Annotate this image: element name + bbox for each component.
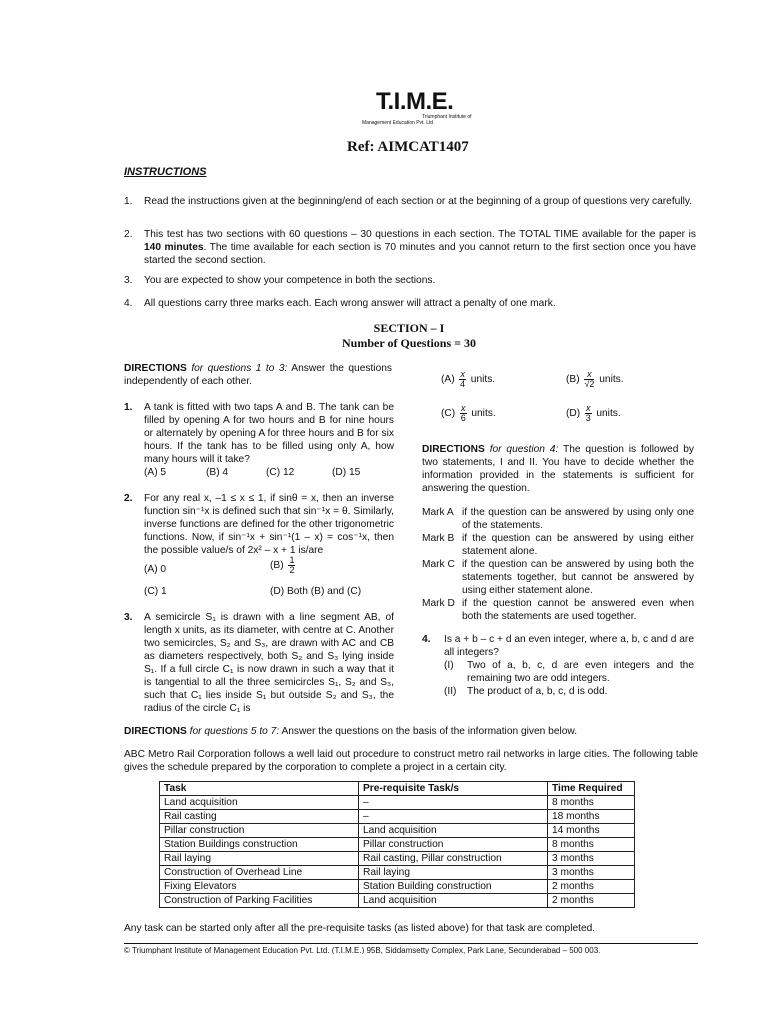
table-header-row <box>160 782 635 796</box>
logo <box>362 88 476 126</box>
table-row <box>160 810 635 824</box>
logo-text: T.I.M.E. <box>376 88 454 115</box>
question-text: A semicircle S₁ is drawn with a line segment AB, of length x units, as its diameter, with centre at C. Another two semicircles, S₂ and S₃, are drawn with AC and CB as diameters respectively, both S₂ and S₃ lying inside S₁. If a full circle C₁ is now drawn in such a way that it is tangential to all the three semicircles S₁, S₂ and S₃, such that C₁ lies inside S₁ but outside S₂ and S₃, the radius of the circle C₁ is <box>144 612 394 714</box>
fraction: $\frac{x}{3}$ <box>585 403 591 423</box>
instruction-3 <box>124 274 696 287</box>
table-cell: Construction of Parking Facilities <box>160 894 359 908</box>
table-cell: 8 months <box>548 838 635 852</box>
mark-a <box>422 506 694 532</box>
question-num: 2. <box>124 493 133 504</box>
option-a: (A) 5 <box>144 467 167 478</box>
table-cell: Land acquisition <box>160 796 359 810</box>
ref-title: Ref: AIMCAT1407 <box>347 139 469 155</box>
mark-text: if the question can be answered by using only one of the statements. <box>462 507 694 531</box>
logo-sub-2: Management Education Pvt. Ltd <box>362 120 434 126</box>
directions-5-7: DIRECTIONS for questions 5 to 7: Answer the questions on the basis of the information given below. <box>124 726 578 737</box>
q3-option-c: (C) $\frac{x}{6}$ units. <box>441 403 496 423</box>
mark-label: Mark A <box>422 507 454 518</box>
statement-text: The product of a, b, c, d is odd. <box>467 686 608 697</box>
instruction-num: 3. <box>124 275 133 286</box>
table-cell: 8 months <box>548 796 635 810</box>
directions-1-3: DIRECTIONS for questions 1 to 3: Answer the questions independently of each other. <box>124 363 392 387</box>
table-cell: – <box>359 810 548 824</box>
statement-label: (I) <box>444 660 454 671</box>
table-cell: 2 months <box>548 894 635 908</box>
fraction: $\frac{1}{2}$ <box>289 555 295 575</box>
instruction-num: 1. <box>124 196 133 207</box>
mark-text: if the question can be answered by using either statement alone. <box>462 533 694 557</box>
table-row <box>160 838 635 852</box>
table-cell: – <box>359 796 548 810</box>
table-cell: Pillar construction <box>359 838 548 852</box>
fraction: $\frac{x}{√2}$ <box>584 369 595 389</box>
instruction-2 <box>124 228 696 267</box>
schedule-table <box>159 781 635 908</box>
table-note: Any task can be started only after all the pre-requisite tasks (as listed above) for that task are completed. <box>124 923 596 934</box>
fraction: $\frac{x}{4}$ <box>460 369 466 389</box>
table-header: Time Required <box>548 782 635 796</box>
directions-4: DIRECTIONS for question 4: The question is followed by two statements, I and II. You have to decide whether the information provided in the statements is sufficient for answering the question. <box>422 444 694 494</box>
instruction-1 <box>124 195 696 208</box>
question-text: For any real x, –1 ≤ x ≤ 1, if sinθ = x, then an inverse function sin⁻¹x is defined such that sin⁻¹x = θ. Similarly, inverse functions are defined for the other trigonometric functions. Now, if sin⁻¹x + sin⁻¹(1 – x) = cos⁻¹x, then the possible value/s of 2x² – x + 1 is/are <box>144 493 394 556</box>
question-num: 1. <box>124 402 133 413</box>
q4-statement-2 <box>444 685 694 698</box>
table-cell: 14 months <box>548 824 635 838</box>
table-cell: Fixing Elevators <box>160 880 359 894</box>
fraction: $\frac{x}{6}$ <box>460 403 466 423</box>
option-b: (B) 4 <box>206 467 229 478</box>
table-cell: 2 months <box>548 880 635 894</box>
instruction-num: 4. <box>124 298 133 309</box>
q3-option-a: (A) $\frac{x}{4}$ units. <box>441 369 496 389</box>
instruction-text: You are expected to show your competence in both the sections. <box>144 275 436 286</box>
q2-option-c: (C) 1 <box>144 586 167 597</box>
table-cell: Station Buildings construction <box>160 838 359 852</box>
table-cell: 3 months <box>548 866 635 880</box>
instruction-text: All questions carry three marks each. Each wrong answer will attract a penalty of one mark. <box>144 298 556 309</box>
q2-option-a: (A) 0 <box>144 564 167 575</box>
section-title: SECTION – I <box>373 321 445 335</box>
mark-c <box>422 558 694 597</box>
table-cell: Pillar construction <box>160 824 359 838</box>
table-cell: Rail laying <box>359 866 548 880</box>
instruction-num: 2. <box>124 229 133 240</box>
question-1 <box>124 401 394 479</box>
question-1-options <box>144 466 394 479</box>
table-row <box>160 852 635 866</box>
question-text: Is a + b – c + d an even integer, where a, b, c and d are all integers? <box>444 634 694 658</box>
table-cell: 18 months <box>548 810 635 824</box>
question-3 <box>124 611 394 715</box>
table-row <box>160 880 635 894</box>
passage: ABC Metro Rail Corporation follows a well laid out procedure to construct metro rail networks in large cities. The following table gives the schedule prepared by the corporation to complete a project in a certain city. <box>124 749 698 773</box>
mark-label: Mark C <box>422 559 455 570</box>
table-row <box>160 866 635 880</box>
mark-d <box>422 597 694 623</box>
question-2 <box>124 492 394 557</box>
instruction-text: Read the instructions given at the beginning/end of each section or at the beginning of a group of questions very carefully. <box>144 196 693 207</box>
mark-label: Mark D <box>422 598 455 609</box>
table-header: Task <box>160 782 359 796</box>
mark-text: if the question cannot be answered even when both the statements are used together. <box>462 598 694 622</box>
q4-statement-1 <box>444 659 694 685</box>
question-num: 3. <box>124 612 133 623</box>
table-cell: Station Building construction <box>359 880 548 894</box>
q2-option-d: (D) Both (B) and (C) <box>270 586 362 597</box>
table-cell: Rail casting <box>160 810 359 824</box>
table-cell: 3 months <box>548 852 635 866</box>
option-d: (D) 15 <box>332 467 361 478</box>
table-cell: Rail laying <box>160 852 359 866</box>
q3-option-b: (B) $\frac{x}{√2}$ units. <box>566 369 624 389</box>
footer-rule <box>124 943 698 944</box>
table-cell: Rail casting, Pillar construction <box>359 852 548 866</box>
mark-text: if the question can be answered by using both the statements together, but cannot be answered by using either statement alone. <box>462 559 694 596</box>
section-count: Number of Questions = 30 <box>342 336 476 350</box>
instruction-4 <box>124 297 696 310</box>
mark-label: Mark B <box>422 533 455 544</box>
table-header: Pre-requisite Task/s <box>359 782 548 796</box>
table-row <box>160 824 635 838</box>
table-cell: Land acquisition <box>359 894 548 908</box>
table-cell: Land acquisition <box>359 824 548 838</box>
mark-b <box>422 532 694 558</box>
table-row <box>160 796 635 810</box>
logo-sub-1: Triumphant Institute of <box>422 114 472 120</box>
question-num: 4. <box>422 634 431 645</box>
question-4 <box>422 633 694 659</box>
table-row <box>160 894 635 908</box>
question-text: A tank is fitted with two taps A and B. The tank can be filled by opening A for two hours and B for nine hours or alternately by opening A for three hours and B for six hours. If the tank has to be filled using only A, how many hours will it take? <box>144 402 394 465</box>
footer-text: © Triumphant Institute of Management Education Pvt. Ltd. (T.I.M.E.) 95B, Siddamsetty Complex, Park Lane, Secunderabad – 500 003. <box>124 946 601 954</box>
q2-option-b: (B) $\frac{1}{2}$ <box>270 555 295 575</box>
statement-label: (II) <box>444 686 457 697</box>
statement-text: Two of a, b, c, d are even integers and the remaining two are odd integers. <box>467 660 694 684</box>
instruction-text: This test has two sections with 60 questions – 30 questions in each section. The TOTAL TIME available for the paper is 140 minutes. The time available for each section is 70 minutes and you cannot return to the first section once you have started the second section. <box>144 229 697 266</box>
table-cell: Construction of Overhead Line <box>160 866 359 880</box>
q3-option-d: (D) $\frac{x}{3}$ units. <box>566 403 621 423</box>
instructions-heading: INSTRUCTIONS <box>124 166 207 178</box>
option-c: (C) 12 <box>266 467 295 478</box>
